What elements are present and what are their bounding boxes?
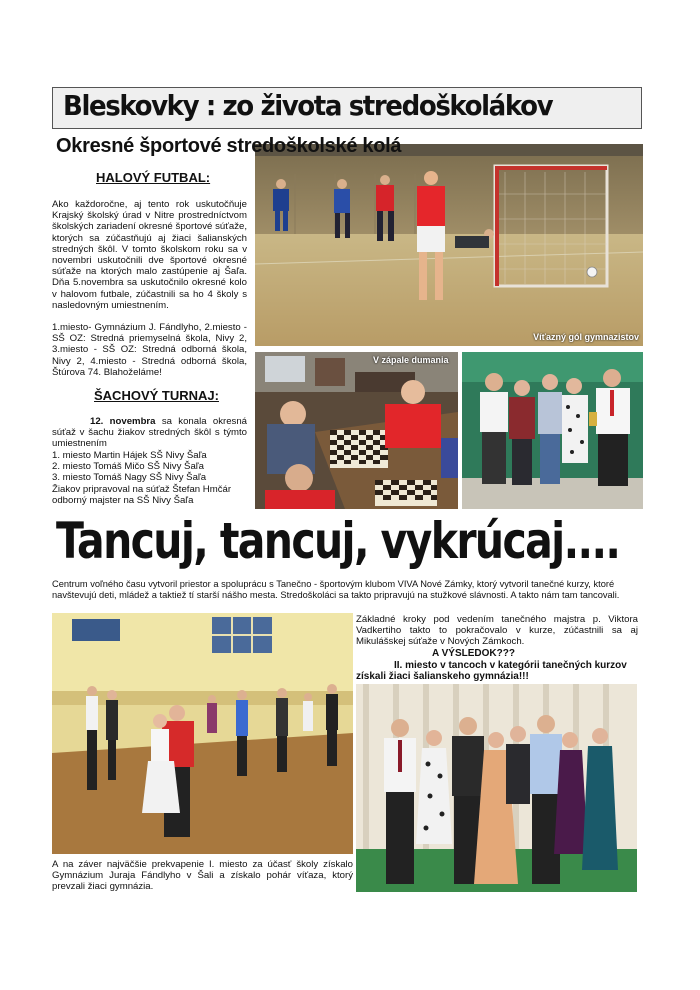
dance-winners-photo	[356, 684, 637, 892]
futsal-results: 1.miesto- Gymnázium J. Fándlyho, 2.miesto - SŠ OZ: Stredná priemyselná škola, Nivy 2, 3.miesto - SŠ OZ: Stredná odborná škola, Nivy 2, 4.miesto - Stredná odborná škola, Štúrova 74. Blahoželáme!	[52, 322, 247, 378]
chess-photo-caption: V zápale dumania	[373, 355, 449, 365]
futsal-photo-caption: Víťazný gól gymnazistov	[533, 332, 639, 342]
futsal-photo	[255, 144, 643, 346]
futsal-heading: HALOVÝ FUTBAL:	[96, 170, 211, 185]
dance-result-text: II. miesto v tancoch v kategórii tanečných kurzov získali žiaci šalianskeho gymnázia!!!	[356, 660, 627, 683]
chess-trainer: Žiakov pripravoval na súťaž Štefan Hmčár odborný majster na SŠ Nivy Šaľa	[52, 483, 232, 506]
dance-closing-text: A na záver najväčšie prekvapenie I. miesto za účasť školy získalo Gymnázium Juraja Fándlyho v Šali a získalo pohár víťaza, ktorý prevzali žiaci gymnázia.	[52, 859, 353, 893]
chess-heading: ŠACHOVÝ TURNAJ:	[94, 388, 219, 403]
dance-intro: Centrum voľného času vytvoril priestor a spoluprácu s Tanečno - športovým klubom VIVA Nové Zámky, ktorý vytvoril tanečné kurzy, ktoré navštevujú deti, mládež a taktiež tí starší nášho mesta. Stredoškoláci sa takto pripravujú na stužkové slávnosti. A takto nám tam tancovali.	[52, 579, 620, 601]
students-group-photo	[462, 352, 643, 509]
futsal-body: Ako každoročne, aj tento rok uskutočňuje Krajský školský úrad v Nitre prostredníctvom školských zariadení okresné športové súťaže, ktorých sa zúčastňujú aj žiaci šalianských stredných škôl. V tomto školskom roku sa v novembri uskutočnili dve športové okresné súťaže na ktorých malo zastúpenie aj Šaľa. Dňa 5.novembra sa uskutočnilo okresné kolo v halovom futbale, zúčastnili sa ho 4 školy s nasledovným umiestnením.	[52, 199, 247, 311]
dance-result-heading: A VÝSLEDOK???	[432, 648, 515, 659]
masthead-title: Bleskovky : zo života stredoškolákov	[63, 89, 553, 122]
chess-place-2: 2. miesto Tomáš Mičo SŠ Nivy Šaľa	[52, 461, 204, 473]
dance-hall-photo	[52, 613, 353, 854]
dance-course-text: Základné kroky pod vedením tanečného majstra p. Viktora Vadkertiho takto to pokračovalo v kurze, zúčastnili sa aj Mikulášskej súťaže v Nových Zámkoch.	[356, 614, 638, 648]
chess-intro	[52, 416, 247, 450]
chess-place-3: 3. miesto Tomáš Nagy SŠ Nivy Šaľa	[52, 472, 207, 484]
chess-photo	[255, 352, 458, 509]
chess-intro-date: 12. novembra	[90, 416, 156, 427]
masthead	[52, 87, 642, 129]
chess-place-1: 1. miesto Martin Hájek SŠ Nivy Šaľa	[52, 450, 207, 461]
section-title: Okresné športové stredoškolské kolá	[56, 135, 402, 157]
chess-intro-text: sa konala okresná súťaž v šachu žiakov stredných škôl s týmto umiestnením	[52, 416, 248, 450]
chess-places	[52, 450, 247, 506]
dance-banner-title: Tancuj, tancuj, vykrúcaj....	[56, 512, 620, 570]
